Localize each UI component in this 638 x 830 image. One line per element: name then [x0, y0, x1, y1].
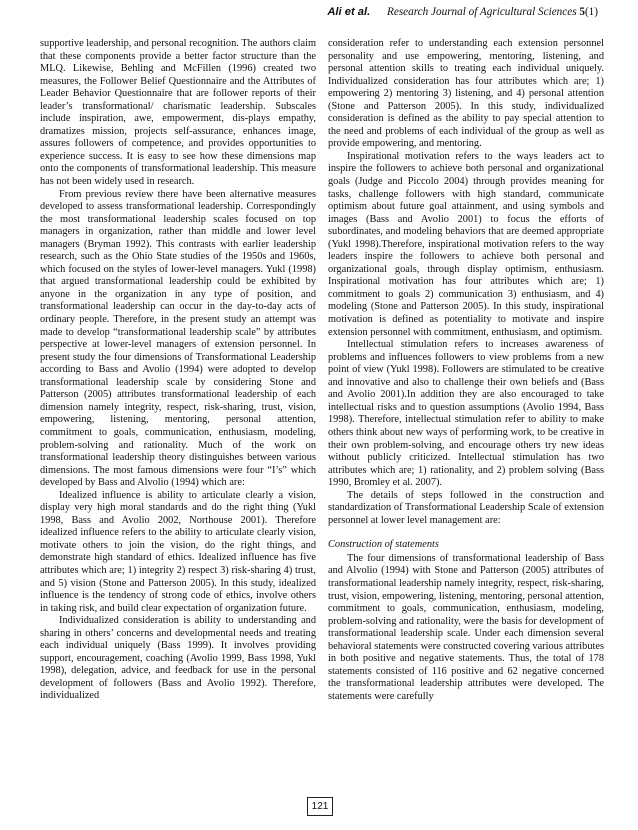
header-issue: (1) [584, 6, 598, 18]
page-number: 121 [307, 797, 333, 816]
right-paragraph-4: The details of steps followed in the construction and standardization of Transformational Leadership Scale of extension personnel at lower level management are: [328, 489, 604, 526]
header-author: Ali et al. [327, 6, 371, 18]
right-paragraph-1: consideration refer to understanding each extension personnel personality and use empowering, mentoring, listening, and personal attention skills to treating each individual uniquely. Individualized consideration has four attributes which are; 1) empowering 2) mentoring 3) listening, and 4) personal attention (Stone and Patterson 2005). In this study, individualized consideration is defined as the ability to pay special attention to the need and problems of each individual of the group as well as provide empowering, and mentoring. [328, 38, 604, 150]
left-paragraph-3: Idealized influence is ability to articulate clearly a vision, display very high moral standards and do the right thing (Yukl 1998, Bass and Avolio 2002, Northouse 2001). Therefore idealized influence refers to the ability to articulate clearly vision, motivate others to join the vision, do the right things, and demonstrate high standard of ethics. Idealized influence has five attributes which are; 1) integrity 2) respect 3) risk-sharing 4) trust, and 5) vision (Stone and Patterson 2005). In this study, idealized influence is the tendency of strong code of ethics, involve others in taking risk, and build clear expectation of organization future. [40, 489, 316, 614]
left-paragraph-4: Individualized consideration is ability to understanding and sharing in others’ concerns and developmental needs and treating each individual uniquely (Bass 1999). It involves providing support, encouragement, coaching (Avolio 1999, Bass 1998, Yukl 1998), delegation, advice, and feedback for use in the personal development of followers (Bass and Avolio 1992). Therefore, individualized [40, 615, 316, 702]
right-paragraph-2: Inspirational motivation refers to the ways leaders act to inspire the followers to achieve both personal and organizational goals (Judge and Piccolo 2004) through provides meaning for tasks, challenge followers with high standard, communicate optimism about future goal attainment, and using symbols and images (Bass and Avolio 2001) to focus the efforts of subordinates, and modeling behaviors that are deemed appropriate (Yukl 1998).Therefore, inspirational motivation refers to the way leaders inspire the followers to achieve both personal and organizational goals, through display optimism, enthusiasm. Inspirational motivation has four attributes which are; 1) commitment to goals 2) communication 3) enthusiasm, and 4) modeling (Stone and Patterson 2005). In this study, inspirational motivation is defined as potentiality to motivate and inspire extension personnel with commitment, enthusiasm, and optimism. [328, 150, 604, 338]
left-column [40, 38, 316, 703]
right-paragraph-3: Intellectual stimulation refers to increases awareness of problems and influences followers to view problems from a new point of view (Yukl 1998). Followers are stimulated to be creative and innovative and also to challenge their own beliefs and (Bass and Avolio 2001).In addition they are also encouraged to take intellectual risks and to question assumptions (Avolio 1994, Bass 1998). Therefore, intellectual stimulation refer to ability to make others think about new ways of performing work, to be creative in their own problem-solving, and encourage others try new ideas without publicly criticized. Intellectual stimulation has two attributes which are; 1) rationality, and 2) problem solving (Bass 1990, Bromley et al. 2007). [328, 339, 604, 489]
left-paragraph-1: supportive leadership, and personal recognition. The authors claim that these components provide a better factor structure than the MLQ. Likewise, Behling and McFillen (1996) created two measures, the Follower Belief Questionnaire and the Attributes of Leader Behavior Questionnaire that are follower reports of their leader’s transformational/ charismatic leadership. Subscales include inspiration, awe, empowerment, dis-plays empathy, dramatizes mission, projects self-assurance, enhances image, assures followers of competence, and provides opportunities to experience success. It is easy to see how these dimensions map onto the components of transformational leadership. This measure has not been widely used in research. [40, 38, 316, 188]
section-heading: Construction of statements [328, 539, 439, 551]
right-column [328, 38, 604, 703]
running-header [327, 6, 598, 18]
header-volume: 5 [579, 6, 585, 18]
right-paragraph-5: The four dimensions of transformational leadership of Bass and Alvolio (1994) with Stone and Patterson (2005) attributes of transformational leadership namely integrity, respect, risk-sharing, trust, vision, empowering, listening, mentoring, personal attention, commitment to goals, communication, enthusiasm, modeling, problem-solving and rationality, were the basis for development of transformational leadership scale. Under each dimension several behavioral statements were constructed covering various attributes in both positive and negative statements. Thus, the total of 178 statements consisted of 116 positive and 62 negative concerned the transformational leadership attributes were developed. The statements were carefully [328, 552, 604, 702]
header-journal: Research Journal of Agricultural Sciences [387, 6, 577, 18]
left-paragraph-2: From previous review there have been alternative measures developed to assess transformational leadership. Correspondingly the most transformational leadership scales focused on top managers in organization, rather than middle and lower level managers (Bryman 1992). This contrasts with earlier leadership research, such as the Ohio State studies of the 1950s and 1960s, which focused on the styles of lower-level managers. Yukl (1998) that argued transformational leadership could be exhibited by anyone in the organization in any type of position, and transformational leadership can occur in the day-to-day acts of ordinary people. Therefore, in the present study an attempt was made to develop “transformational leadership scale” by attributes perspective at lower-level managers of extension personnel. In present study the four dimensions of Transformational Leadership according to Bass and Avolio (1994) were adopted to develop transformational leadership scale by considering Stone and Patterson (2005) attributes transformational leadership of each dimension namely integrity, respect, risk-sharing, trust, vision, empowering, listening, mentoring, personal attention, commitment to goals, communication, enthusiasm, modeling, problem-solving and rationality. Much of the work on transformational leadership theory distinguishes between various dimensions. The most famous dimensions were four “I’s” which developed by Bass and Alvolio (1994) which are: [40, 188, 316, 489]
